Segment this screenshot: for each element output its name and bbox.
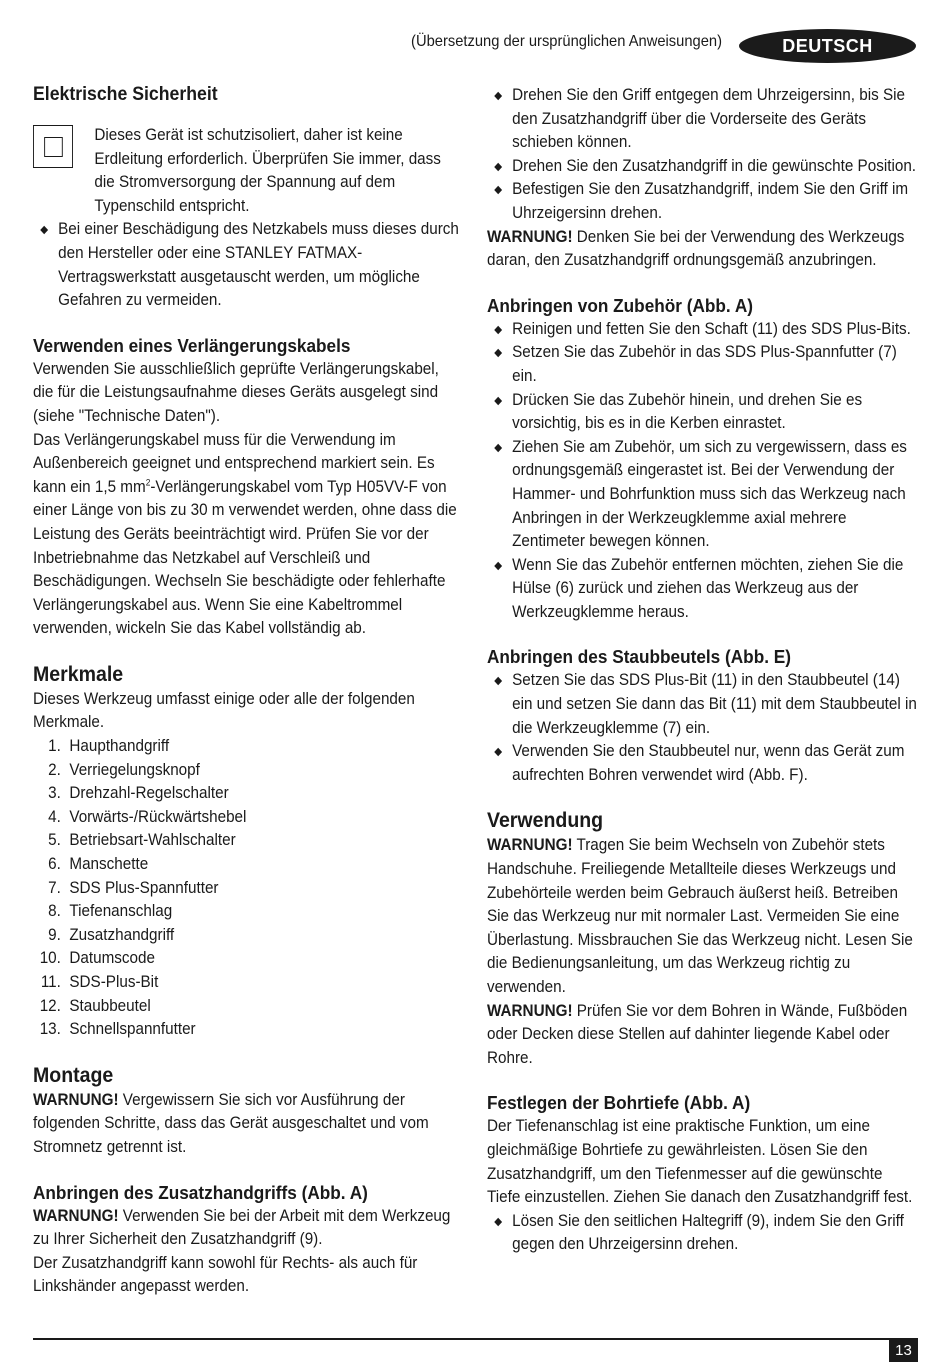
side-handle-warning-2: WARNUNG! Denken Sie bei der Verwendung des Werkzeugs daran, den Zusatzhandgriff ordnungsgemäß anzubringen. — [487, 227, 905, 270]
list-item: 4. Vorwärts-/Rückwärtshebel — [48, 807, 247, 826]
list-item: 6. Manschette — [48, 855, 149, 874]
list-item: 5. Betriebsart-Wahlschalter — [48, 831, 236, 850]
right-column — [487, 84, 917, 1257]
extension-cable-heading: Verwenden eines Verlängerungskabels — [33, 334, 351, 356]
electrical-safety-text: Dieses Gerät ist schutzisoliert, daher ist keine Erdleitung erforderlich. Überprüfen Sie immer, dass die Stromversorgung der Spannung auf dem Typenschild entspricht. — [94, 126, 441, 215]
features-heading: Merkmale — [33, 662, 124, 686]
list-item: Bei einer Beschädigung des Netzkabels muss dieses durch den Hersteller oder eine STANLEY FATMAX-Vertragswerkstatt ausgetauscht werden, um mögliche Gefahren zu vermeiden. — [33, 218, 461, 312]
list-item: 3. Drehzahl-Regelschalter — [48, 784, 229, 803]
footer-rule — [33, 1338, 918, 1340]
list-item: Befestigen Sie den Zusatzhandgriff, indem Sie den Griff im Uhrzeigersinn drehen. — [487, 178, 917, 225]
list-item: Setzen Sie das SDS Plus-Bit (11) in den Staubbeutel (14) ein und setzen Sie dann das Bit (11) mit dem Staubbeutel in die Werkzeugklemme (7) ein. — [487, 669, 917, 740]
list-item: 13. Schnellspannfutter — [39, 1020, 196, 1039]
list-item: Lösen Sie den seitlichen Haltegriff (9), indem Sie den Griff gegen den Uhrzeigersinn drehen. — [487, 1210, 917, 1257]
list-item: Drehen Sie den Griff entgegen dem Uhrzeigersinn, bis Sie den Zusatzhandgriff über die Vorderseite des Geräts schieben können. — [487, 84, 917, 155]
features-list — [33, 735, 461, 1042]
double-insulation-note — [33, 124, 461, 218]
list-item: Drücken Sie das Zubehör hinein, und drehen Sie es vorsichtig, bis es in die Kerben einrastet. — [487, 389, 917, 436]
list-item: Ziehen Sie am Zubehör, um sich zu vergewissern, dass es ordnungsgemäß eingerastet ist. Bei der Verwendung der Hammer- und Bohrfunktion muss sich das Werkzeug nach Anbringen in der Werkzeugklemme axial mehrere Zentimeter bewegen können. — [487, 436, 917, 554]
dust-bag-heading: Anbringen des Staubbeutels (Abb. E) — [487, 646, 791, 668]
list-item: 9. Zusatzhandgriff — [48, 925, 175, 944]
assembly-heading: Montage — [33, 1063, 114, 1087]
list-item: 11. SDS-Plus-Bit — [40, 973, 159, 991]
list-item: Drehen Sie den Zusatzhandgriff in die gewünschte Position. — [487, 155, 917, 179]
extension-cable-paragraph-2: Das Verlängerungskabel muss für die Verwendung im Außenbereich geeignet und entsprechend markiert sein. Es kann ein 1,5 $mm^2$-Verlängerungskabel vom Typ H05VV-F von einer Länge von bis zu 30 m verwendet werden, ohne dass die Leistung des Geräts beeinträchtigt wird. Prüfen Sie vor der Inbetriebnahme das Netzkabel auf Verschleiß und Beschädigungen. Wechseln Sie beschädigte oder fehlerhafte Verlängerungskabel aus. Wenn Sie eine Kabeltrommel verwenden, wickeln Sie das Kabel vollständig ab. — [33, 430, 457, 638]
page-number: 13 — [889, 1338, 918, 1362]
usage-warning-1: WARNUNG! Tragen Sie beim Wechseln von Zubehör stets Handschuhe. Freiliegende Metallteile dieses Werkzeugs und Zubehörteile werden beim Gebrauch äußerst heiß. Betreiben Sie das Werkzeug nur mit normaler Last. Vermeiden Sie eine Überlastung. Missbrauchen Sie das Werkzeug nicht. Lesen Sie die Bedienungsanleitung, um das Werkzeug richtig zu verwenden. — [487, 836, 913, 996]
list-item: 7. SDS Plus-Spannfutter — [48, 878, 219, 897]
usage-heading: Verwendung — [487, 809, 604, 833]
side-handle-heading: Anbringen des Zusatzhandgriffs (Abb. A) — [33, 1181, 368, 1203]
assembly-warning: WARNUNG! Vergewissern Sie sich vor Ausführung der folgenden Schritte, dass das Gerät ausgeschaltet und vom Stromnetz getrennt ist. — [33, 1090, 429, 1156]
electrical-safety-list — [33, 218, 461, 312]
list-item: 8. Tiefenanschlag — [48, 902, 173, 921]
side-handle-list — [487, 84, 917, 226]
usage-warning-2: WARNUNG! Prüfen Sie vor dem Bohren in Wände, Fußböden oder Decken diese Stellen auf dahinter liegende Kabel oder Rohre. — [487, 1001, 908, 1067]
double-insulation-icon — [33, 125, 73, 168]
translation-note: (Übersetzung der ursprünglichen Anweisungen) — [411, 33, 722, 50]
accessory-heading: Anbringen von Zubehör (Abb. A) — [487, 294, 754, 316]
electrical-safety-heading: Elektrische Sicherheit — [33, 84, 218, 105]
list-item: Wenn Sie das Zubehör entfernen möchten, ziehen Sie die Hülse (6) zurück und ziehen das Werkzeug aus der Werkzeugklemme heraus. — [487, 554, 917, 625]
list-item: 12. Staubbeutel — [39, 996, 151, 1015]
list-item: Reinigen und fetten Sie den Schaft (11) des SDS Plus-Bits. — [487, 318, 917, 342]
side-handle-warning: WARNUNG! Verwenden Sie bei der Arbeit mit dem Werkzeug zu Ihrer Sicherheit den Zusatzhandgriff (9). — [33, 1206, 451, 1249]
drill-depth-paragraph: Der Tiefenanschlag ist eine praktische Funktion, um eine gleichmäßige Bohrtiefe zu gewährleisten. Lösen Sie den Zusatzhandgriff, um den Tiefenmesser auf die gewünschte Tiefe einzustellen. Ziehen Sie danach den Zusatzhandgriff fest. — [487, 1117, 913, 1207]
list-item: Setzen Sie das Zubehör in das SDS Plus-Spannfutter (7) ein. — [487, 341, 917, 388]
extension-cable-paragraph-1: Verwenden Sie ausschließlich geprüfte Verlängerungskabel, die für die Leistungsaufnahme dieses Geräts ausgelegt sind (siehe "Technische Daten"). — [33, 359, 439, 425]
list-item: 2. Verriegelungsknopf — [48, 760, 200, 779]
features-intro: Dieses Werkzeug umfasst einige oder alle der folgenden Merkmale. — [33, 689, 415, 732]
side-handle-paragraph: Der Zusatzhandgriff kann sowohl für Rechts- als auch für Linkshänder angepasst werden. — [33, 1253, 418, 1296]
language-badge: DEUTSCH — [739, 29, 916, 63]
left-column — [33, 82, 461, 1299]
list-item: Verwenden Sie den Staubbeutel nur, wenn das Gerät zum aufrechten Bohren verwendet wird (Abb. F). — [487, 740, 917, 787]
drill-depth-list — [487, 1210, 917, 1257]
drill-depth-heading: Festlegen der Bohrtiefe (Abb. A) — [487, 1092, 751, 1114]
dust-bag-list — [487, 669, 917, 787]
list-item: 1. Haupthandgriff — [48, 737, 170, 756]
accessory-list — [487, 318, 917, 625]
list-item: 10. Datumscode — [39, 949, 155, 968]
